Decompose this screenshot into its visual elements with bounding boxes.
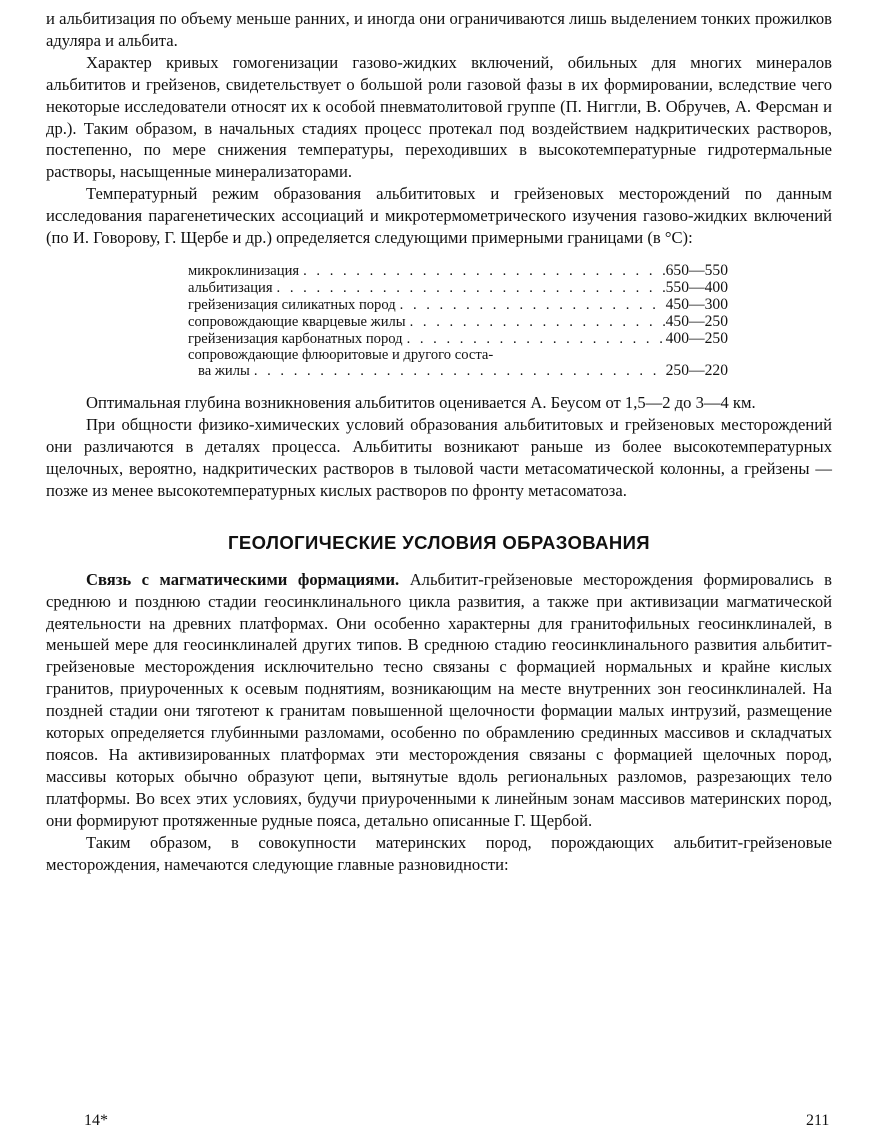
table-row bbox=[188, 331, 728, 348]
row-value: 550—400 bbox=[665, 278, 728, 296]
table-row bbox=[188, 314, 728, 331]
row-label: грейзенизация карбонатных пород bbox=[188, 330, 403, 347]
paragraph-differences: При общности физико-химических условий образования альбититовых и грейзеновых месторождений они различаются в деталях процесса. Альбититы возникают раньше из более высокотемпературных щелочных, вероятно, надкритических растворов в тыловой части метасоматической колонны, а грейзены — позже из менее высокотемпературных кислых растворов по фронту метасоматоза. bbox=[46, 415, 832, 500]
row-label: микроклинизация bbox=[188, 262, 300, 279]
paragraph-homogenization: Характер кривых гомогенизации газово-жидких включений, обильных для многих минералов альбититов и грейзенов, свидетельствует о большой роли газовой фазы в их формировании, вследствие чего некоторые исследователи относят их к особой пневматолитовой группе (П. Ниггли, В. Обручев, А. Ферсман и др.). Таким образом, в начальных стадиях процесс протекал под воздействием надкритических растворов, постепенно, по мере снижения температуры, переходивших в высокотемпературные гидротермальные растворы, насыщенные минерализаторами. bbox=[46, 52, 832, 182]
paragraph-continuation: и альбитизация по объему меньше ранних, и иногда они ограничиваются лишь выделением тонких прожилков адуляра и альбита. bbox=[46, 9, 832, 50]
row-label: сопровождающие кварцевые жилы bbox=[188, 313, 406, 330]
row-label: грейзенизация силикатных пород bbox=[188, 296, 396, 313]
leader-dots bbox=[396, 298, 666, 314]
row-value: 450—300 bbox=[665, 295, 728, 313]
row-value: 400—250 bbox=[665, 329, 728, 347]
paragraph-varieties: Таким образом, в совокупности материнских пород, порождающих альбитит-грейзеновые месторождения, намечаются следующие главные разновидности: bbox=[46, 832, 832, 874]
row-label-line1: сопровождающие флюоритовые и другого соста- bbox=[188, 346, 494, 363]
table-row bbox=[188, 363, 728, 380]
table-row bbox=[188, 280, 728, 297]
paragraph-depth: Оптимальная глубина возникновения альбититов оценивается А. Беусом от 1,5—2 до 3—4 км. bbox=[86, 393, 756, 413]
page-number: 211 bbox=[806, 1112, 830, 1129]
row-label: альбитизация bbox=[188, 279, 273, 296]
leader-dots bbox=[406, 315, 666, 331]
page-body bbox=[46, 8, 832, 875]
table-row bbox=[188, 348, 728, 364]
table-row bbox=[188, 263, 728, 280]
leader-dots bbox=[403, 332, 666, 348]
section-heading: ГЕОЛОГИЧЕСКИЕ УСЛОВИЯ ОБРАЗОВАНИЯ bbox=[228, 531, 650, 553]
run-in-heading: Связь с магматическими формациями. bbox=[86, 569, 400, 589]
signature-mark: 14* bbox=[84, 1112, 108, 1129]
leader-dots bbox=[273, 281, 666, 297]
row-value: 650—550 bbox=[665, 261, 728, 279]
row-label-line2: ва жилы bbox=[198, 363, 250, 380]
row-value: 450—250 bbox=[665, 312, 728, 330]
leader-dots bbox=[299, 264, 666, 280]
row-value: 250—220 bbox=[665, 362, 728, 380]
paragraph-text: Альбитит-грейзеновые месторождения формировались в среднюю и позднюю стадии геосинклинального цикла развития, а также при активизации магматической деятельности на древних платформах. Они особенно характерны для гранитофильных геосинклиналей, в меньшей мере для геосинклиналей других типов. В среднюю стадию геосинклинального развития альбитит-грейзеновые месторождения исключительно тесно связаны с формацией нормальных и крайне кислых гранитов, приуроченных к осевым поднятиям, возникающим на месте внутренних зон геосинклиналей. На поздней стадии они тяготеют к гранитам повышенной щелочности формации малых интрузий, размещение которых определяется глубинными разломами, особенно по обрамлению срединных массивов и складчатых поясов. На активизированных платформах эти месторождения связаны с формацией щелочных пород, массивы которых обычно образуют цепи, вытянутые вдоль региональных разломов, разрезающих тело платформы. Во всех этих условиях, будучи приуроченными к линейным зонам массивов материнских пород, они формируют протяженные рудные пояса, детально описанные Г. Щербой. bbox=[46, 569, 832, 830]
leader-dots bbox=[250, 364, 666, 380]
table-row bbox=[188, 297, 728, 314]
paragraph-temperature-regime: Температурный режим образования альбититовых и грейзеновых месторождений по данным исследования парагенетических ассоциаций и микротермометрического изучения газово-жидких включений (по И. Говорову, Г. Щербе и др.) определяется следующими примерными границами (в °С): bbox=[46, 184, 832, 248]
temperature-table bbox=[188, 263, 728, 380]
paragraph-magmatic-formations bbox=[46, 569, 832, 832]
